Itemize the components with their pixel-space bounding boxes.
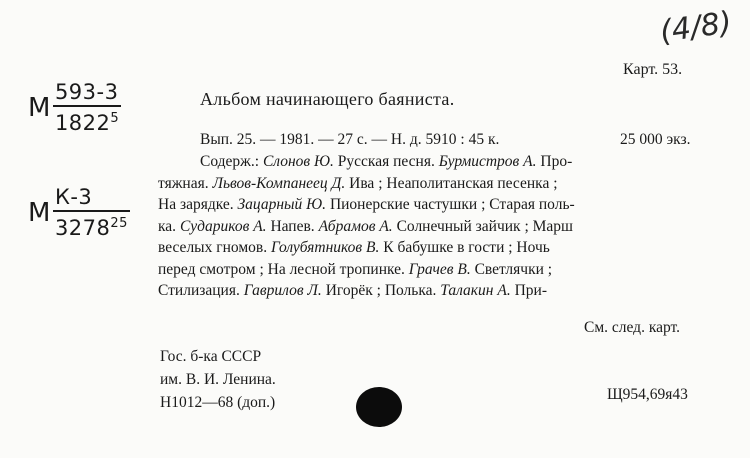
contents-line <box>158 194 710 216</box>
contents-text: Ива ; Неаполитанская песенка ; <box>345 174 558 192</box>
author-name: Талакин А. <box>440 282 511 299</box>
author-name: Слонов Ю. <box>262 153 334 170</box>
library-line-2: им. В. И. Ленина. <box>160 371 276 388</box>
author-name: Гаврилов Л. <box>243 282 322 299</box>
contents-text: Содерж.: <box>200 153 263 170</box>
contents-text: Солнечный зайчик ; Марш <box>392 217 573 235</box>
contents-line <box>158 151 710 173</box>
contents-block <box>158 151 710 302</box>
contents-line <box>158 216 710 238</box>
contents-text: перед смотром ; На лесной тропинке. <box>158 260 409 278</box>
shelfmark-superscript: 25 <box>110 216 128 231</box>
author-name: Грачев В. <box>408 260 471 278</box>
contents-text: Напев. <box>266 217 319 235</box>
shelfmark-prefix: М <box>28 92 51 123</box>
shelfmark-superscript: 5 <box>110 111 120 126</box>
card-number: Карт. 53. <box>623 61 683 78</box>
library-line-3: Н1012—68 (доп.) <box>160 394 276 411</box>
see-next-card: См. след. карт. <box>584 319 681 336</box>
contents-line <box>158 173 710 195</box>
author-name: Львов-Компанеец Д. <box>212 174 346 192</box>
contents-text: Стилизация. <box>158 282 244 299</box>
author-name: Зацарный Ю. <box>237 196 327 213</box>
contents-text: Игорёк ; Полька. <box>321 282 441 299</box>
shelfmark-1 <box>28 80 121 135</box>
shelfmark-numerator: 593-3 <box>53 80 121 107</box>
contents-text: При- <box>510 282 547 299</box>
author-name: Голубятников В. <box>270 239 380 256</box>
shelfmark-denominator: 1822 <box>54 111 111 135</box>
publication-details: Вып. 25. — 1981. — 27 с. — Н. д. 5910 : 45 к. <box>200 131 500 148</box>
shelfmark-2 <box>28 185 130 240</box>
contents-line <box>158 259 710 281</box>
shelfmark-prefix: М <box>28 197 51 228</box>
library-line-1: Гос. б-ка СССР <box>160 348 262 365</box>
classification-index: Щ954,69я43 <box>607 386 688 403</box>
contents-line <box>158 237 710 259</box>
contents-text: На зарядке. <box>158 196 238 213</box>
library-block <box>160 345 276 414</box>
contents-text: тяжная. <box>158 174 213 192</box>
author-name: Судариков А. <box>179 217 267 235</box>
handwritten-corner-mark: (4/8) <box>657 5 734 50</box>
contents-text: Русская песня. <box>333 153 439 170</box>
contents-text: Про- <box>536 153 573 170</box>
book-title: Альбом начинающего баяниста. <box>200 89 455 109</box>
contents-text: веселых гномов. <box>158 239 271 256</box>
punch-hole <box>356 387 402 427</box>
shelfmark-denominator: 3278 <box>54 216 111 240</box>
contents-text: ка. <box>158 217 180 235</box>
contents-text: Светлячки ; <box>470 260 553 278</box>
contents-line <box>158 280 710 302</box>
author-name: Абрамов А. <box>318 217 393 235</box>
contents-text: К бабушке в гости ; Ночь <box>379 239 550 256</box>
contents-lines <box>158 151 710 302</box>
contents-text: Пионерские частушки ; Старая поль- <box>326 196 575 213</box>
publication-line <box>200 129 499 151</box>
author-name: Бурмистров А. <box>438 153 537 170</box>
shelfmark-numerator: К-3 <box>53 185 130 212</box>
print-run: 25 000 экз. <box>620 131 691 148</box>
